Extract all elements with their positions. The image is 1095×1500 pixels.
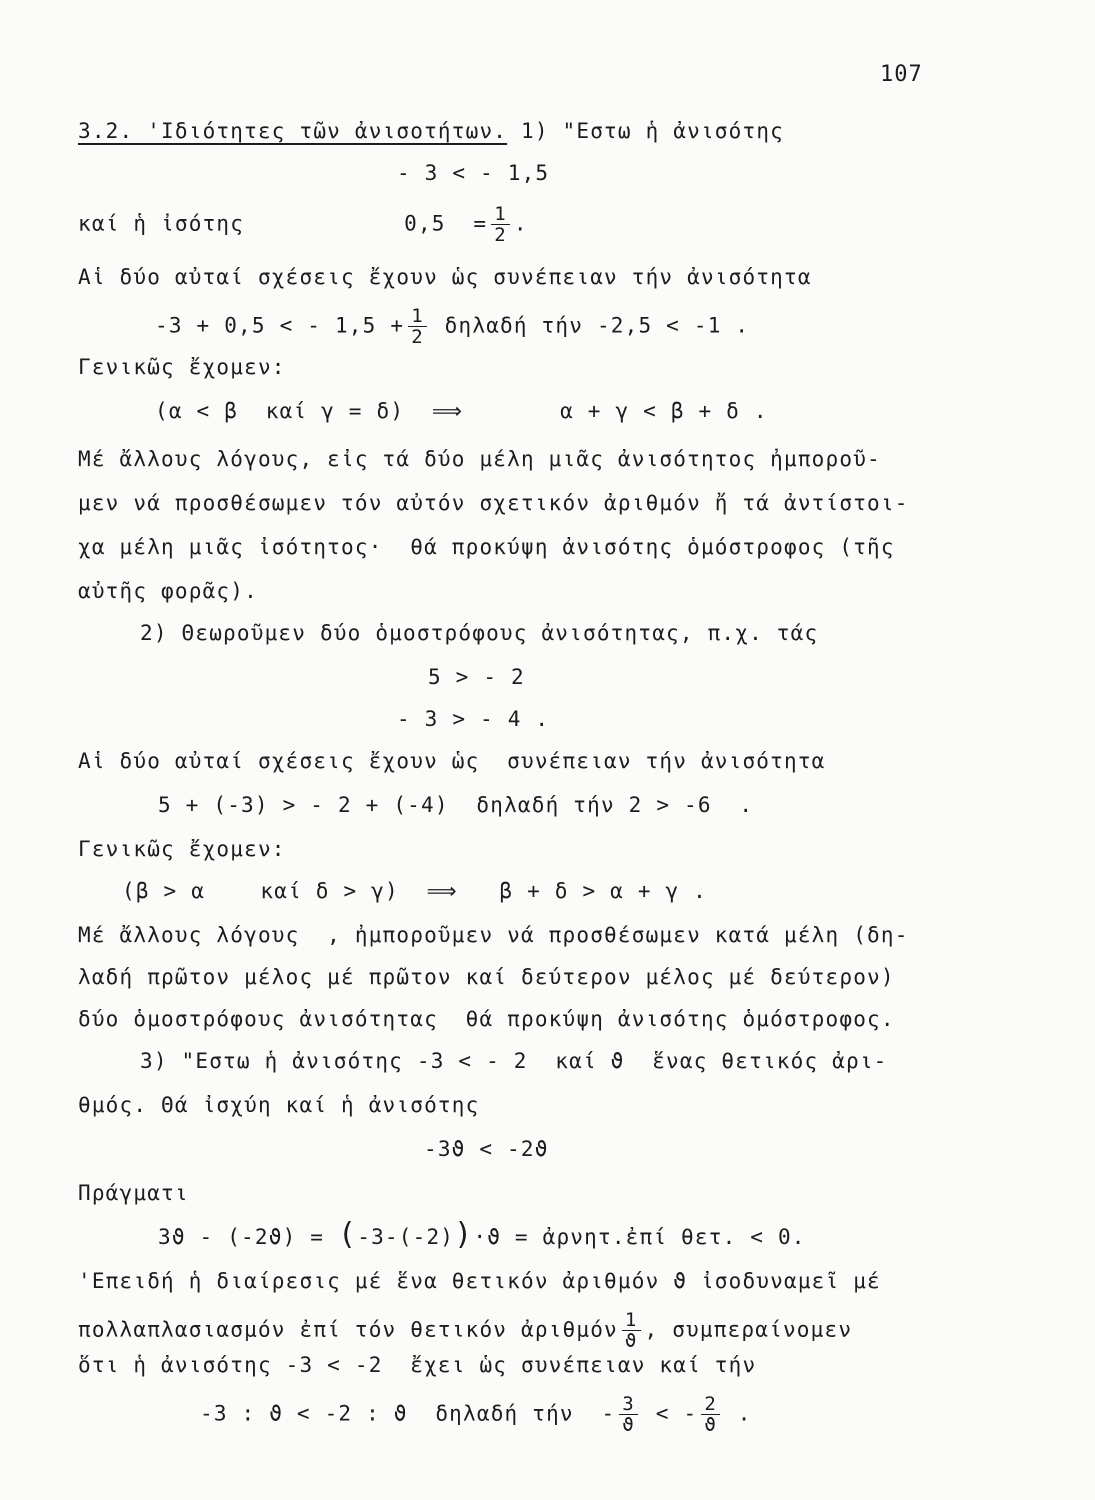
text-line: 2) Θεωροῦμεν δύο ὁμοστρόφους ἀνισότητας, π.χ. τάς bbox=[140, 621, 819, 645]
text-line bbox=[78, 204, 528, 245]
fraction bbox=[619, 1394, 638, 1435]
text-line bbox=[78, 1310, 852, 1351]
text-line: Αἱ δύο αὐταί σχέσεις ἔχουν ὡς συνέπειαν τήν ἀνισότητα bbox=[78, 749, 826, 773]
text-line: Μέ ἄλλους λόγους, εἰς τά δύο μέλη μιᾶς ἀνισότητος ἠμποροῦ- bbox=[78, 447, 881, 471]
equation-line bbox=[155, 306, 749, 347]
equation-line bbox=[200, 1394, 752, 1435]
numerator: 1 bbox=[622, 1310, 641, 1331]
text-line: δύο ὁμοστρόφους ἀνισότητας θά προκύψη ἀνισότης ὁμόστροφος. bbox=[78, 1007, 895, 1031]
equation-fragment: < - bbox=[641, 1401, 698, 1426]
text-line: χα μέλη μιᾶς ἰσότητος· θά προκύψη ἀνισότης ὁμόστροφος (τῆς bbox=[78, 535, 895, 559]
equation-fragment: 0,5 = bbox=[404, 211, 488, 236]
equation-line: (α < β καί γ = δ) ⟹ α + γ < β + δ . bbox=[155, 399, 768, 423]
text-fragment: δηλαδή τήν -2,5 < -1 . bbox=[444, 313, 750, 338]
equation-line bbox=[158, 1217, 806, 1252]
equation-line: 5 + (-3) > - 2 + (-4) δηλαδή τήν 2 > -6 . bbox=[158, 793, 754, 817]
text-line: λαδή πρῶτον μέλος μέ πρῶτον καί δεύτερον μέλος μέ δεύτερον) bbox=[78, 965, 895, 989]
text-fragment: καί ἡ ἰσότης bbox=[78, 211, 245, 236]
equation-fragment: . bbox=[723, 1401, 752, 1426]
denominator: ϑ bbox=[622, 1414, 635, 1436]
denominator: 2 bbox=[411, 326, 424, 348]
numerator: 1 bbox=[491, 204, 510, 225]
text-line: ὅτι ἡ ἀνισότης -3 < -2 ἔχει ὡς συνέπειαν καί τήν bbox=[78, 1353, 757, 1377]
section-heading: 3.2. 'Ιδιότητες τῶν ἀνισοτήτων. bbox=[78, 119, 508, 143]
denominator: ϑ bbox=[704, 1414, 717, 1436]
equation-fragment: ·ϑ = ἀρνητ.ἐπί θετ. < 0. bbox=[473, 1225, 806, 1249]
equation-fragment: -3 + 0,5 < - 1,5 + bbox=[155, 313, 405, 338]
text-line: θμός. Θά ἰσχύη καί ἡ ἀνισότης bbox=[78, 1093, 480, 1117]
equation-line: - 3 > - 4 . bbox=[397, 707, 550, 731]
text-line: μεν νά προσθέσωμεν τόν αὐτόν σχετικόν ἀριθμόν ἤ τά ἀντίστοι- bbox=[78, 491, 909, 515]
section-heading-line bbox=[78, 118, 784, 144]
text-line: Γενικῶς ἔχομεν: bbox=[78, 355, 286, 379]
close-paren: ) bbox=[454, 1217, 474, 1252]
text-fragment: πολλαπλασιασμόν ἐπί τόν θετικόν ἀριθμόν bbox=[78, 1317, 618, 1342]
equation-line: -3ϑ < -2ϑ bbox=[424, 1137, 549, 1161]
text-fragment: , συμπεραίνομεν bbox=[644, 1317, 853, 1342]
equation-line: 5 > - 2 bbox=[428, 665, 525, 689]
equation-fragment: -3-(-2) bbox=[357, 1225, 455, 1249]
open-paren: ( bbox=[337, 1217, 358, 1252]
equation-fragment: 3ϑ - (-2ϑ) = bbox=[158, 1225, 338, 1249]
denominator: ϑ bbox=[624, 1330, 638, 1352]
equation-fragment: -3 : ϑ < -2 : ϑ δηλαδή τήν - bbox=[200, 1401, 616, 1426]
page-number: 107 bbox=[880, 62, 923, 87]
numerator: 1 bbox=[408, 306, 427, 327]
fraction bbox=[408, 306, 427, 347]
numerator: 2 bbox=[701, 1394, 720, 1415]
text-line: 1) "Εστω ἡ ἀνισότης bbox=[520, 119, 785, 143]
text-line: 3) "Εστω ἡ ἀνισότης -3 < - 2 καί ϑ ἕνας θετικός ἀρι- bbox=[140, 1049, 888, 1073]
equation-line: (β > α καί δ > γ) ⟹ β + δ > α + γ . bbox=[122, 879, 708, 903]
fraction bbox=[701, 1394, 720, 1435]
text-line: Πράγματι bbox=[78, 1181, 189, 1205]
text-line: 'Επειδή ἡ διαίρεσις μέ ἕνα θετικόν ἀριθμόν ϑ ἰσοδυναμεῖ μέ bbox=[78, 1269, 881, 1293]
fraction bbox=[491, 204, 510, 245]
equation-line: - 3 < - 1,5 bbox=[397, 161, 550, 185]
text-line: αὐτῆς φορᾶς). bbox=[78, 579, 258, 603]
text-line: Γενικῶς ἔχομεν: bbox=[78, 837, 286, 861]
denominator: 2 bbox=[494, 224, 507, 246]
fraction bbox=[622, 1310, 641, 1351]
numerator: 3 bbox=[619, 1394, 638, 1415]
text-line: Αἱ δύο αὐταί σχέσεις ἔχουν ὡς συνέπειαν τήν ἀνισότητα bbox=[78, 265, 812, 289]
text-fragment: . bbox=[513, 211, 528, 236]
text-line: Μέ ἄλλους λόγους , ἠμποροῦμεν νά προσθέσωμεν κατά μέλη (δη- bbox=[78, 923, 909, 947]
